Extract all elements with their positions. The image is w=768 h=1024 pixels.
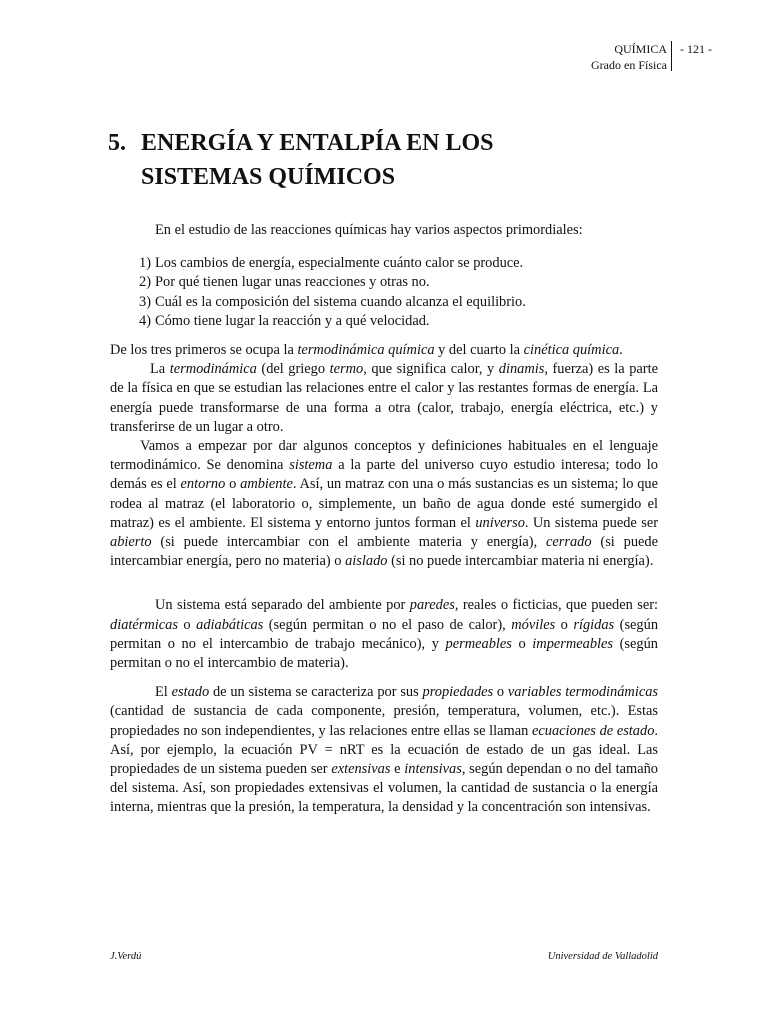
list-item [110, 273, 658, 292]
text-run: o [225, 476, 241, 493]
aspects-list [110, 254, 658, 331]
text-run: (si no puede intercambiar materia ni energía). [387, 553, 654, 570]
term-emphasis: aislado [345, 553, 388, 570]
text-run: El [155, 684, 172, 701]
term-emphasis: estado [171, 684, 210, 701]
footer-institution: Universidad de Valladolid [547, 951, 658, 962]
page-footer [110, 951, 658, 962]
text-run: (cantidad de sustancia de cada componente, presión, temperatura, volumen, etc.). Estas propiedades no son independientes, y las relaciones entre ellas se llaman [110, 703, 658, 739]
text-run: (según permitan o no el intercambio de materia). [110, 635, 659, 672]
term-emphasis: impermeables [532, 635, 614, 652]
chapter-title-text [141, 126, 494, 194]
term-emphasis: diatérmicas [110, 616, 178, 633]
text-run: , reales o ficticias, que pueden ser: [454, 597, 658, 614]
term-emphasis: termodinámica [169, 361, 257, 378]
term-emphasis: cinética química [523, 342, 620, 359]
paragraph-thermodynamics [110, 360, 658, 437]
intro-paragraph: En el estudio de las reacciones químicas hay varios aspectos primordiales: [155, 222, 583, 238]
list-item-number: 4) [139, 312, 151, 329]
text-run: o [555, 616, 574, 633]
chapter-title-line2: SISTEMAS QUÍMICOS [141, 164, 396, 190]
text-run: o [177, 616, 197, 633]
paragraph-walls [110, 596, 658, 673]
list-item [110, 293, 658, 312]
text-run: o [493, 684, 508, 701]
text-run: La [150, 361, 170, 378]
text-run: , fuerza) es la parte de la física en que se estudian las relaciones entre el calor y las restantes formas de energía. La energía puede transformarse de una forma a otra (calor, trabajo, energía eléctrica, etc.) y transferirse de un lugar a otro. [110, 361, 658, 435]
term-emphasis: paredes [409, 597, 455, 614]
text-run: , que significa calor, y [363, 361, 499, 378]
term-emphasis: entorno [180, 476, 226, 493]
term-emphasis: sistema [289, 457, 333, 474]
term-emphasis: propiedades [422, 684, 494, 701]
term-emphasis: ecuaciones de estado [531, 722, 655, 739]
header-subject: QUÍMICA [614, 42, 667, 56]
page-header [591, 41, 712, 73]
term-emphasis: cerrado [546, 534, 592, 551]
text-run: De los tres primeros se ocupa la [110, 342, 298, 359]
list-item-text: Los cambios de energía, especialmente cuánto calor se produce. [155, 255, 524, 272]
text-run: (según permitan o no el intercambio de trabajo mecánico), y [110, 616, 659, 652]
text-run: Un sistema está separado del ambiente por [155, 597, 410, 614]
term-emphasis: universo [475, 514, 525, 531]
list-item-text: Cómo tiene lugar la reacción y a qué velocidad. [155, 312, 430, 329]
term-emphasis: rígidas [573, 616, 615, 633]
chapter-title [108, 126, 494, 194]
term-emphasis: variables termodinámicas [507, 684, 659, 701]
chapter-number: 5. [108, 130, 126, 156]
term-emphasis: permeables [445, 635, 512, 652]
term-emphasis: extensivas [331, 761, 391, 778]
text-run: Vamos a empezar por dar algunos conceptos y definiciones habituales en el lenguaje termodinámico. Se denomina [110, 438, 658, 474]
text-run: (si puede intercambiar energía, pero no materia) o [110, 534, 658, 570]
text-run: . Así, un matraz con una o más sustancias es un sistema; lo que rodea al matraz (el laboratorio o, simplemente, un baño de agua donde esté sumergido el matraz) es el ambiente. El sistema y entorno juntos forman el [110, 476, 658, 531]
text-run: (según permitan o no el paso de calor), [263, 616, 512, 633]
list-item-text: Por qué tienen lugar unas reacciones y otras no. [155, 274, 430, 291]
text-run: e [390, 761, 405, 778]
text-run: (del griego [256, 361, 330, 378]
page-body [110, 221, 658, 818]
chapter-title-line1: ENERGÍA Y ENTALPÍA EN LOS [141, 130, 494, 156]
text-run: a la parte del universo cuyo estudio interesa; todo lo demás es el [110, 457, 658, 493]
list-item-number: 2) [139, 274, 151, 291]
header-course: Grado en Física [591, 58, 667, 72]
list-item-text: Cuál es la composición del sistema cuando alcanza el equilibrio. [155, 293, 526, 310]
header-titles [591, 41, 671, 73]
term-emphasis: abierto [110, 534, 152, 551]
paragraph-system-definitions [110, 437, 658, 571]
text-run: . Así, por ejemplo, la ecuación PV = nRT es la ecuación de estado de un gas ideal. Las propiedades de un sistema pueden ser [110, 722, 658, 778]
term-emphasis: intensivas [404, 761, 462, 778]
list-item-number: 1) [139, 255, 151, 272]
text-run: o [511, 635, 533, 652]
paragraph-state [110, 683, 658, 817]
list-item [110, 254, 658, 273]
paragraph-scope [110, 341, 658, 360]
text-run: y del cuarto la [434, 342, 524, 359]
term-emphasis: móviles [511, 616, 556, 633]
text-run: , según dependan o no del tamaño del sistema. Así, son propiedades extensivas el volumen, la cantidad de sustancia o la energía interna, mientras que la presión, la temperatura, la densidad y la concentración son intensivas. [110, 761, 658, 816]
page-number: - 121 - [680, 42, 712, 56]
text-run: . [619, 342, 623, 359]
term-emphasis: adiabáticas [196, 616, 264, 633]
text-run: (si puede intercambiar con el ambiente materia y energía), [151, 534, 547, 551]
term-emphasis: ambiente [240, 476, 293, 493]
term-emphasis: dinamis [498, 361, 545, 378]
term-emphasis: termodinámica química [297, 342, 435, 359]
list-item [110, 312, 658, 331]
text-run: . Un sistema puede ser [524, 514, 658, 531]
footer-author: J.Verdú [110, 951, 142, 962]
list-item-number: 3) [139, 293, 151, 310]
text-run: de un sistema se caracteriza por sus [209, 684, 423, 701]
term-emphasis: termo [329, 361, 364, 378]
